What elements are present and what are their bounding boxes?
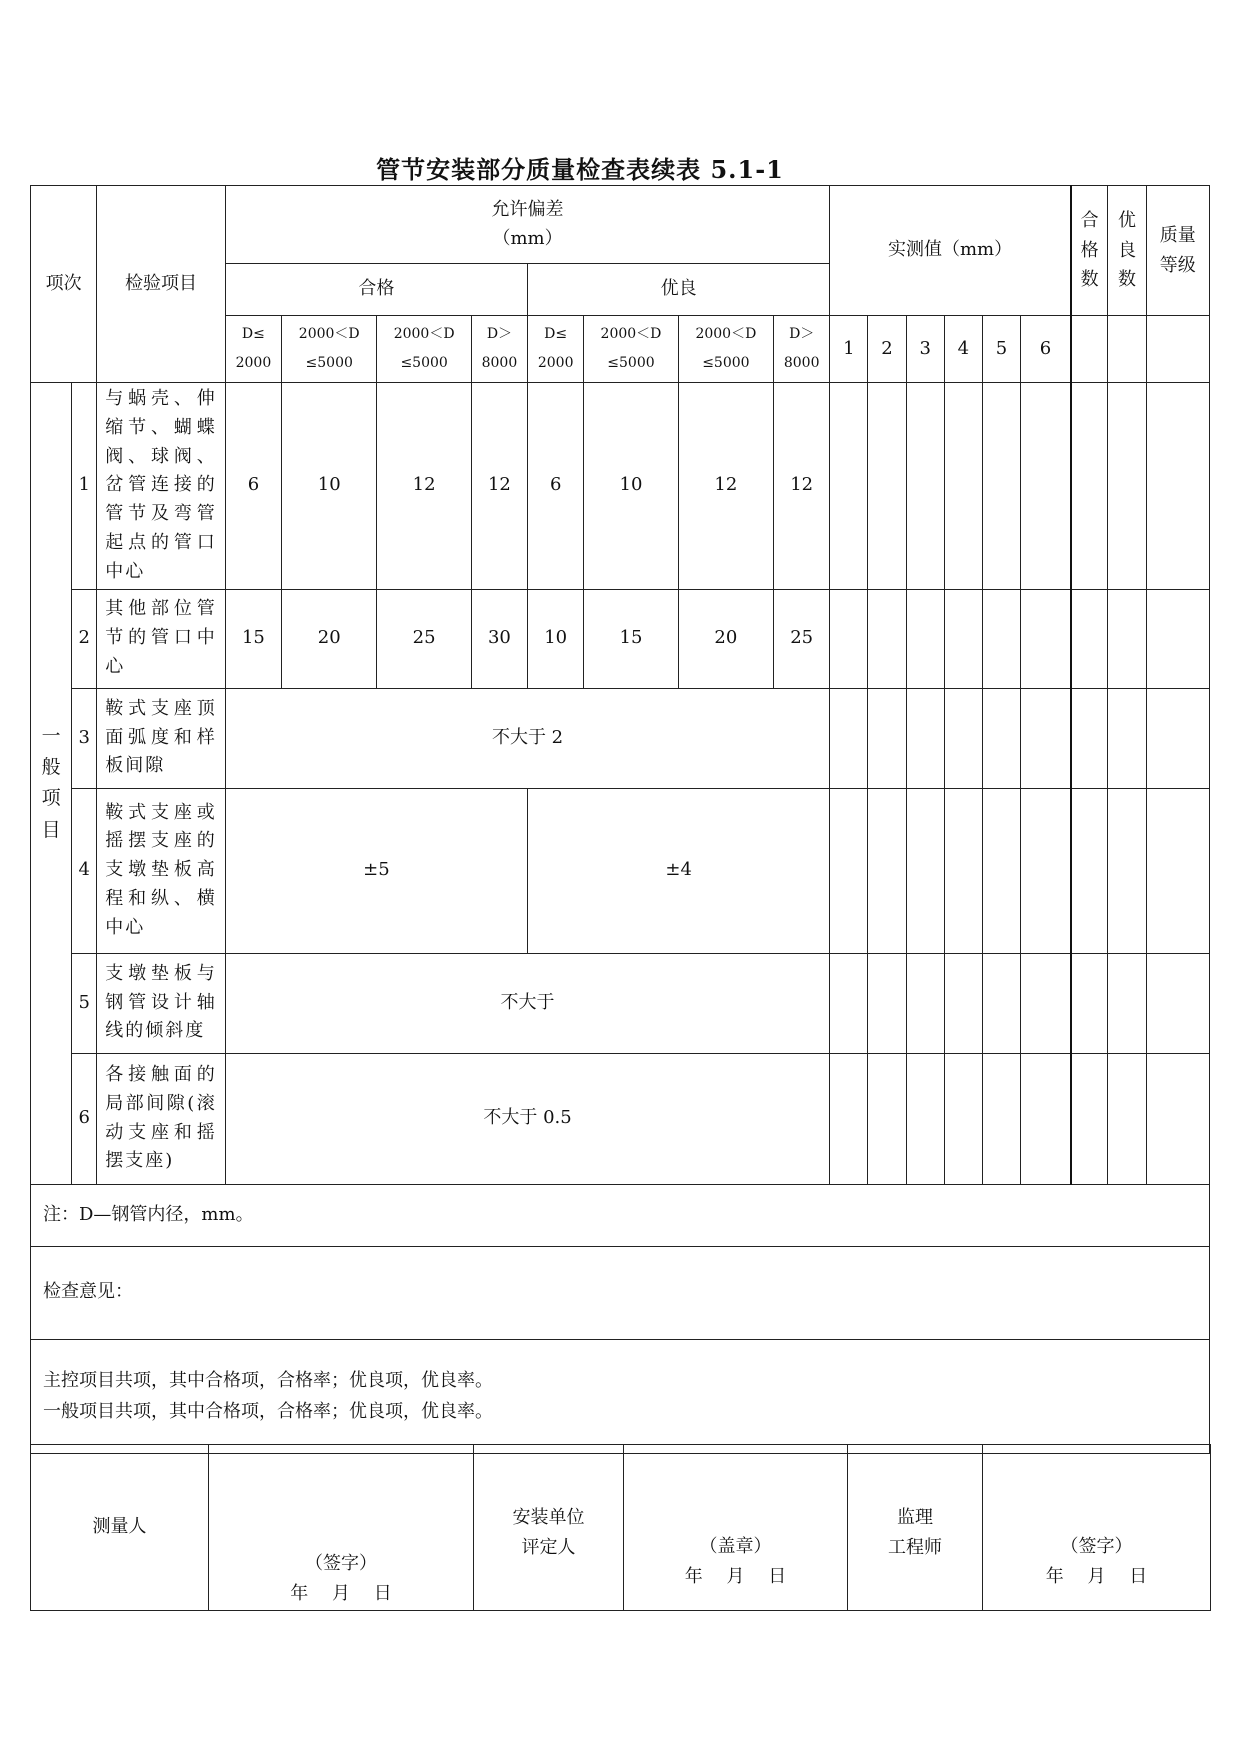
header-hegeshu-2: 格 (1080, 239, 1099, 261)
grade-input[interactable] (1146, 788, 1209, 953)
value-cell: 12 (377, 383, 471, 590)
inspection-table (30, 185, 1210, 1454)
measure-input[interactable] (830, 953, 868, 1053)
supervisor-qianzi: （签字） (1060, 1536, 1133, 1557)
header-youliang: 优良 (528, 264, 830, 316)
measure-input[interactable] (906, 788, 944, 953)
install-date: 年 月 日 (684, 1566, 787, 1587)
value-cell: 15 (225, 589, 281, 688)
measure-input[interactable] (868, 1053, 906, 1184)
measure-input[interactable] (1021, 589, 1071, 688)
value-cell: 20 (678, 589, 773, 688)
measure-input[interactable] (1021, 1053, 1071, 1184)
table-row (31, 688, 1210, 788)
grade-input[interactable] (1146, 383, 1209, 590)
grade-input[interactable] (1146, 953, 1209, 1053)
range-cell: D＞ 8000 (471, 316, 527, 383)
supervisor-label: 监理 工程师 (848, 1445, 983, 1611)
header-yunxu (225, 186, 830, 264)
value-cell: 12 (774, 383, 830, 590)
youliangshu-input[interactable] (1108, 1053, 1146, 1184)
hegeshu-input[interactable] (1071, 688, 1108, 788)
grade-input[interactable] (1146, 688, 1209, 788)
range-cell: 2000＜D ≤5000 (678, 316, 773, 383)
measure-input[interactable] (1021, 383, 1071, 590)
value-cell: 20 (282, 589, 377, 688)
range-cell: 2000＜D ≤5000 (584, 316, 678, 383)
table-row (31, 1053, 1210, 1184)
measure-input[interactable] (982, 688, 1020, 788)
row-number: 2 (72, 589, 97, 688)
value-cell: 10 (528, 589, 584, 688)
row-item: 支墩垫板与钢管设计轴线的倾斜度 (97, 953, 226, 1053)
measure-input[interactable] (868, 688, 906, 788)
header-youliangshu (1108, 186, 1146, 316)
value-cell: 12 (471, 383, 527, 590)
group-label: 一 般 项 目 (31, 383, 72, 1185)
note: 注：D—钢管内径，mm。 (31, 1184, 1210, 1246)
header-youliangshu-1: 优 (1118, 209, 1137, 231)
range-cell: D＞ 8000 (774, 316, 830, 383)
value-cell: 25 (377, 589, 471, 688)
measure-input[interactable] (830, 688, 868, 788)
value-cell: 6 (528, 383, 584, 590)
install-eval-label: 安装单位 评定人 (474, 1445, 624, 1611)
header-hege: 合格 (225, 264, 527, 316)
hegeshu-input[interactable] (1071, 953, 1108, 1053)
measurer-signature[interactable] (209, 1445, 474, 1611)
measure-num: 5 (982, 316, 1020, 383)
supervisor-date: 年 月 日 (1045, 1566, 1148, 1587)
hegeshu-input[interactable] (1071, 383, 1108, 590)
measure-input[interactable] (944, 953, 982, 1053)
range-cell: 2000＜D ≤5000 (377, 316, 471, 383)
row-number: 3 (72, 688, 97, 788)
row-number: 1 (72, 383, 97, 590)
value-cell: 6 (225, 383, 281, 590)
install-gaizhang: （盖章） (699, 1536, 772, 1557)
measure-input[interactable] (868, 788, 906, 953)
measure-input[interactable] (982, 589, 1020, 688)
empty-cell (1146, 316, 1209, 383)
row-number: 6 (72, 1053, 97, 1184)
measure-input[interactable] (944, 788, 982, 953)
measure-input[interactable] (944, 383, 982, 590)
merged-value-cell: 不大于 0.5 (225, 1053, 830, 1184)
measure-input[interactable] (906, 383, 944, 590)
header-hegeshu-3: 数 (1080, 269, 1099, 291)
measure-input[interactable] (868, 953, 906, 1053)
measure-input[interactable] (982, 788, 1020, 953)
measure-input[interactable] (906, 589, 944, 688)
value-cell: 30 (471, 589, 527, 688)
supervisor-signature[interactable] (983, 1445, 1211, 1611)
measure-num: 1 (830, 316, 868, 383)
opinion-field[interactable]: 检查意见： (31, 1246, 1210, 1339)
measurer-date: 年 月 日 (290, 1583, 392, 1604)
value-cell: 12 (678, 383, 773, 590)
measure-num: 6 (1021, 316, 1071, 383)
hegeshu-input[interactable] (1071, 1053, 1108, 1184)
header-yunxu-label: 允许偏差 (491, 198, 564, 220)
page-title: 管节安装部分质量检查表续表 5.1-1 (376, 155, 784, 184)
measure-input[interactable] (1021, 688, 1071, 788)
header-jianyan: 检验项目 (97, 186, 226, 383)
measure-input[interactable] (944, 589, 982, 688)
table-row (31, 383, 1210, 590)
measure-input[interactable] (1021, 953, 1071, 1053)
summary-block (31, 1339, 1210, 1453)
header-zhiliang-1: 质量 (1159, 224, 1196, 246)
measure-input[interactable] (830, 383, 868, 590)
summary-general: 一般项目共项，其中合格项，合格率；优良项，优良率。 (43, 1401, 493, 1423)
measure-input[interactable] (868, 589, 906, 688)
measure-input[interactable] (830, 589, 868, 688)
measure-input[interactable] (906, 688, 944, 788)
row-item: 鞍式支座或摇摆支座的支墩垫板高程和纵、横中心 (97, 788, 226, 953)
measure-input[interactable] (868, 383, 906, 590)
youliangshu-input[interactable] (1108, 788, 1146, 953)
summary-main: 主控项目共项，其中合格项，合格率；优良项，优良率。 (43, 1369, 493, 1391)
youliangshu-input[interactable] (1108, 953, 1146, 1053)
value-cell: 10 (584, 383, 678, 590)
merged-value-cell: 不大于 2 (225, 688, 830, 788)
measure-input[interactable] (944, 688, 982, 788)
install-seal[interactable] (624, 1445, 848, 1611)
hegeshu-input[interactable] (1071, 589, 1108, 688)
row-item: 其他部位管节的管口中心 (97, 589, 226, 688)
measure-input[interactable] (1021, 788, 1071, 953)
empty-cell (1071, 316, 1108, 383)
row-item: 与蜗壳、伸缩节、蝴蝶阀、球阀、岔管连接的管节及弯管起点的管口中心 (97, 383, 226, 590)
measure-input[interactable] (830, 788, 868, 953)
measure-num: 4 (944, 316, 982, 383)
empty-cell (1108, 316, 1146, 383)
youliang-value-cell: ±4 (528, 788, 830, 953)
measure-input[interactable] (830, 1053, 868, 1184)
header-zhiliang-2: 等级 (1159, 254, 1196, 276)
table-row (31, 589, 1210, 688)
value-cell: 10 (282, 383, 377, 590)
table-row (31, 953, 1210, 1053)
signature-table (30, 1444, 1211, 1611)
header-shice: 实测值（mm） (830, 186, 1071, 316)
measure-input[interactable] (906, 953, 944, 1053)
grade-input[interactable] (1146, 1053, 1209, 1184)
measure-input[interactable] (982, 383, 1020, 590)
grade-input[interactable] (1146, 589, 1209, 688)
header-hegeshu (1071, 186, 1108, 316)
row-item: 鞍式支座顶面弧度和样板间隙 (97, 688, 226, 788)
youliangshu-input[interactable] (1108, 589, 1146, 688)
header-youliangshu-3: 数 (1118, 269, 1137, 291)
header-yunxu-unit: （mm） (492, 227, 563, 249)
range-cell: D≤ 2000 (528, 316, 584, 383)
table-row (31, 788, 1210, 953)
measure-num: 2 (868, 316, 906, 383)
youliangshu-input[interactable] (1108, 383, 1146, 590)
youliangshu-input[interactable] (1108, 688, 1146, 788)
value-cell: 25 (774, 589, 830, 688)
measure-input[interactable] (982, 1053, 1020, 1184)
hege-value-cell: ±5 (225, 788, 527, 953)
value-cell: 15 (584, 589, 678, 688)
row-number: 4 (72, 788, 97, 953)
header-hegeshu-1: 合 (1080, 209, 1099, 231)
header-zhiliang (1146, 186, 1209, 316)
measure-input[interactable] (906, 1053, 944, 1184)
merged-value-cell: 不大于 (225, 953, 830, 1053)
measurer-qianzi: （签字） (305, 1553, 377, 1574)
row-number: 5 (72, 953, 97, 1053)
measure-input[interactable] (944, 1053, 982, 1184)
measure-input[interactable] (982, 953, 1020, 1053)
range-cell: 2000＜D ≤5000 (282, 316, 377, 383)
header-youliangshu-2: 良 (1118, 239, 1137, 261)
row-item: 各接触面的局部间隙(滚动支座和摇摆支座) (97, 1053, 226, 1184)
header-xiangci: 项次 (31, 186, 97, 383)
hegeshu-input[interactable] (1071, 788, 1108, 953)
range-cell: D≤ 2000 (225, 316, 281, 383)
measure-num: 3 (906, 316, 944, 383)
measurer-label: 测量人 (31, 1445, 209, 1611)
